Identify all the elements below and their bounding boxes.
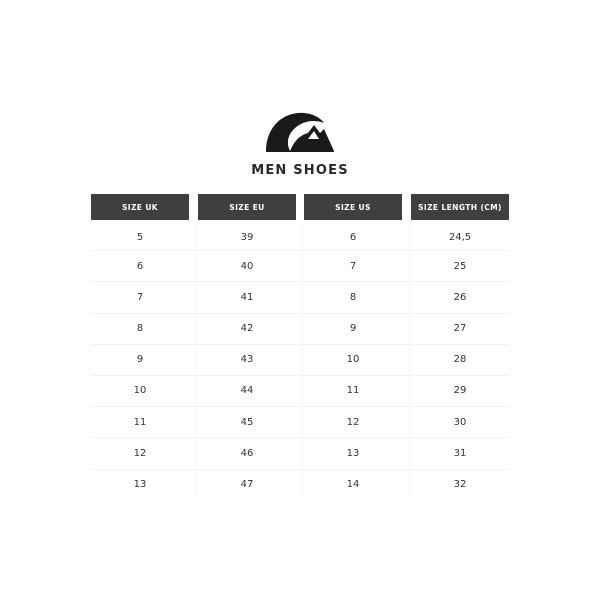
- header-size-eu: SIZE EU: [198, 194, 296, 220]
- header-size-us: SIZE US: [304, 194, 402, 220]
- cell-size-uk: 8: [136, 323, 144, 335]
- cell-size-eu: 44: [240, 385, 254, 397]
- cell-size-us: 14: [346, 479, 360, 490]
- header-size-uk: SIZE UK: [91, 194, 189, 220]
- table-header-row: [91, 194, 509, 220]
- table-row: [91, 220, 509, 251]
- table-row: [91, 282, 509, 313]
- cell-size-eu: 46: [240, 447, 254, 459]
- cell-size-length: 27: [453, 323, 467, 335]
- cell-size-eu: 40: [240, 260, 254, 272]
- column-divider: [302, 226, 303, 496]
- size-chart-table: [91, 194, 509, 500]
- cell-size-us: 13: [346, 447, 360, 459]
- cell-size-uk: 9: [136, 354, 144, 366]
- cell-size-us: 11: [346, 385, 360, 397]
- cell-size-us: 9: [349, 323, 357, 335]
- table-row: [91, 376, 509, 407]
- column-divider: [409, 226, 410, 496]
- table-row: [91, 345, 509, 376]
- cell-size-length: 28: [453, 354, 467, 366]
- header-size-length: SIZE LENGTH (CM): [411, 194, 509, 220]
- table-body: [91, 220, 509, 500]
- cell-size-eu: 43: [240, 354, 254, 366]
- table-row: [91, 251, 509, 282]
- cell-size-uk: 13: [133, 479, 147, 490]
- table-row: [91, 407, 509, 438]
- cell-size-eu: 47: [240, 479, 254, 490]
- cell-size-uk: 6: [136, 260, 144, 272]
- cell-size-length: 26: [453, 291, 467, 303]
- quiksilver-logo-icon: [264, 111, 336, 153]
- cell-size-length: 29: [453, 385, 467, 397]
- cell-size-us: 6: [349, 231, 357, 243]
- cell-size-length: 31: [453, 447, 467, 459]
- cell-size-length: 30: [453, 416, 467, 428]
- column-divider: [196, 226, 197, 496]
- table-row: [91, 470, 509, 500]
- table-row: [91, 314, 509, 345]
- table-row: [91, 438, 509, 469]
- cell-size-eu: 41: [240, 291, 254, 303]
- cell-size-us: 8: [349, 291, 357, 303]
- cell-size-eu: 42: [240, 323, 254, 335]
- cell-size-eu: 39: [240, 231, 254, 243]
- cell-size-uk: 7: [136, 291, 144, 303]
- cell-size-uk: 12: [133, 447, 147, 459]
- cell-size-length: 32: [453, 479, 467, 490]
- cell-size-length: 24,5: [448, 231, 472, 243]
- cell-size-uk: 5: [136, 231, 144, 243]
- cell-size-us: 12: [346, 416, 360, 428]
- cell-size-us: 7: [349, 260, 357, 272]
- cell-size-us: 10: [346, 354, 360, 366]
- cell-size-length: 25: [453, 260, 467, 272]
- cell-size-eu: 45: [240, 416, 254, 428]
- cell-size-uk: 11: [133, 416, 147, 428]
- page-title: MEN SHOES: [251, 163, 349, 178]
- cell-size-uk: 10: [133, 385, 147, 397]
